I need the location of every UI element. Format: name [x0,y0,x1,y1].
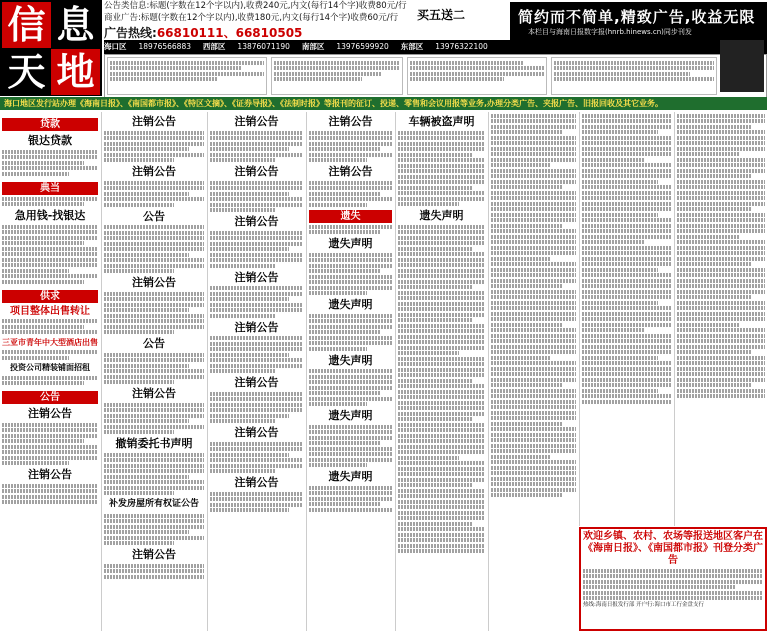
notice-headline: 注销公告 [132,115,176,128]
notice-headline: 遗失声明 [328,353,373,367]
ad-subheadline: 投资公司精装铺面招租 [10,363,90,372]
notice-headline: 遗失声明 [328,470,373,483]
notice-headline: 车辆被盗声明 [408,115,475,128]
slogan-subtext: 本栏目与海南日报数字报(hnrb.hinews.cn)同步刊发 [528,28,692,36]
pricing-line: 公告类信息:标题(字数在12个字以内),收费240元,内文(每行14个字)收费80元/行 [104,1,407,11]
notice-column [207,112,305,631]
notice-column [488,112,578,631]
ad-subheadline: 三亚市青年中大型酒店出售 [2,337,98,347]
notice-headline: 遗失声明 [328,298,373,311]
ad-headline: 银达贷款 [28,134,72,147]
notice-headline: 注销公告 [28,407,72,420]
agent-directory [104,54,767,98]
category-label: 公告 [2,391,98,404]
notice-headline: 注销公告 [132,548,176,561]
notice-column [579,112,673,526]
notice-headline: 公告 [143,337,165,350]
notice-column [395,112,487,631]
promo-contact: 热线:海南日报发行部 开户行:海口市工行金盘支行 [583,601,704,608]
logo-char: 天 [7,49,46,94]
notice-headline: 注销公告 [28,468,72,481]
category-label: 供求 [2,290,98,303]
promo-title: 欢迎乡镇、农村、农场等报送地区客户在《海南日报》、《南国都市报》刊登分类广告 [583,531,763,566]
notice-headline: 撤销委托书声明 [115,437,193,450]
category-label: 遗失 [309,210,392,223]
notice-headline: 注销公告 [234,476,279,489]
agent-area: 南部区 [301,42,325,51]
ad-headline: 急用钱-找银达 [14,209,86,222]
notice-headline: 注销公告 [328,165,373,178]
notice-headline: 注销公告 [132,165,176,178]
agent-area: 海口区 [104,42,127,51]
classifieds-column [0,112,100,631]
notice-headline: 补发房屋所有权证公告 [108,499,199,509]
rural-ad-promo [579,527,767,631]
agent-box [551,57,717,95]
hotline-numbers: 66810111、66810505 [156,26,303,40]
notice-headline: 注销公告 [234,115,279,128]
distribution-banner: 海口地区发行站办理《海南日报》、《南国都市报》、《特区文摘》、《证券导报》、《法制时报》等报刊的征订、投递、零售和会议用报等业务,办理分类广告、夹报广告、旧报回收及其它业务。 [0,97,767,110]
logo-char: 信 [2,2,51,48]
logo-char: 息 [56,2,95,47]
agent-area: 东部区 [400,42,424,51]
agent-phone: 18976566883 [138,42,191,51]
category-label: 典当 [2,182,98,195]
notice-headline: 注销公告 [132,276,176,289]
agent-phone: 13976322100 [435,42,488,51]
notice-column [306,112,394,631]
category-label: 贷款 [2,118,98,131]
qr-code [720,40,764,92]
notice-column [674,112,767,526]
notice-headline: 注销公告 [234,270,279,284]
ad-hotline [104,24,302,41]
notice-headline: 注销公告 [328,115,373,128]
promo-badge: 买五送二 [417,8,466,22]
notice-headline: 注销公告 [234,215,279,228]
notice-headline: 注销公告 [234,376,279,389]
masthead-logo [0,0,102,96]
notice-headline: 公告 [143,209,165,223]
agent-box [407,57,547,95]
agent-phone: 13976599920 [336,42,389,51]
slogan-banner [510,2,767,40]
notice-column [101,112,206,631]
notice-headline: 注销公告 [132,387,176,400]
notice-headline: 遗失声明 [419,209,464,222]
notice-headline: 注销公告 [234,426,279,439]
agent-box [107,57,267,95]
notice-headline: 注销公告 [234,320,279,334]
logo-char: 地 [51,49,100,95]
notice-headline: 遗失声明 [328,237,373,250]
agent-phone: 13876071190 [237,42,290,51]
notice-headline: 注销公告 [234,165,279,178]
notice-headline: 遗失声明 [328,409,373,422]
pricing-line: 商业广告:标题(字数在12个字以内),收费180元,内文(每行14个字)收费60元/行 [104,13,399,23]
agent-area: 西部区 [202,42,226,51]
agent-phone-bar [104,40,767,54]
slogan-text: 简约而不简单,精致广告,收益无限 [518,8,756,26]
hotline-label: 广告热线: [104,26,157,40]
agent-box [271,57,403,95]
ad-headline: 项目整体出售转让 [10,305,90,317]
